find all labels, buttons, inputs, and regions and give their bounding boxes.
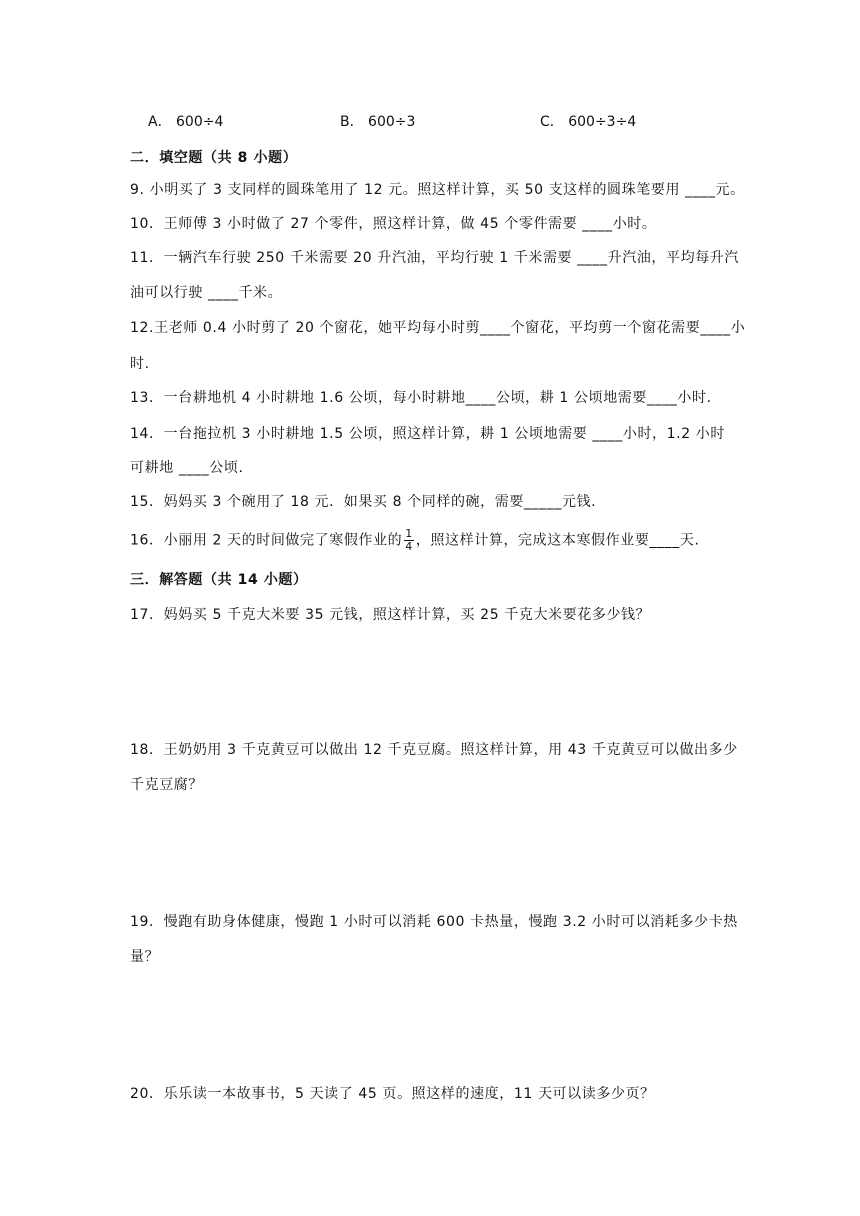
- question-16-text-before: 16．小丽用 2 天的时间做完了寒假作业的: [130, 532, 403, 549]
- question-11-line-1: 11．一辆汽车行驶 250 千米需要 20 升汽油，平均行驶 1 千米需要 ____升汽油，平均每升汽: [130, 250, 740, 266]
- option-b: B． 600÷3: [340, 114, 416, 130]
- question-18-line-2: 千克豆腐？: [130, 777, 203, 793]
- question-17: 17．妈妈买 5 千克大米要 35 元钱，照这样计算，买 25 千克大米要花多少钱？: [130, 607, 651, 623]
- question-12-line-2: 时.: [130, 356, 150, 372]
- question-15: 15．妈妈买 3 个碗用了 18 元．如果买 8 个同样的碗，需要_____元钱.: [130, 494, 597, 510]
- question-14-line-1: 14．一台拖拉机 3 小时耕地 1.5 公顷，照这样计算，耕 1 公顷地需要 ____小时，1.2 小时: [130, 426, 725, 442]
- question-16: [130, 528, 700, 553]
- fraction-denominator: 4: [405, 540, 413, 553]
- question-18-line-1: 18．王奶奶用 3 千克黄豆可以做出 12 千克豆腐。照这样计算，用 43 千克黄豆可以做出多少: [130, 742, 738, 758]
- question-16-text-after: ，照这样计算，完成这本寒假作业要____天.: [415, 532, 700, 549]
- question-12-line-1: 12.王老师 0.4 小时剪了 20 个窗花，她平均每小时剪____个窗花，平均剪一个窗花需要____小: [130, 320, 746, 336]
- option-a: A． 600÷4: [148, 114, 224, 130]
- option-c: C． 600÷3÷4: [540, 114, 637, 130]
- question-19-line-1: 19．慢跑有助身体健康，慢跑 1 小时可以消耗 600 卡热量，慢跑 3.2 小时可以消耗多少卡热: [130, 914, 738, 930]
- question-9: 9. 小明买了 3 支同样的圆珠笔用了 12 元。照这样计算，买 50 支这样的圆珠笔要用 ____元。: [130, 182, 745, 198]
- question-19-line-2: 量？: [130, 949, 160, 965]
- section-2-heading: 二．填空题（共 8 小题）: [130, 150, 298, 166]
- fraction-one-quarter: [404, 528, 414, 553]
- fraction-numerator: 1: [405, 527, 413, 540]
- question-10: 10．王师傅 3 小时做了 27 个零件，照这样计算，做 45 个零件需要 ____小时。: [130, 216, 657, 232]
- question-13: 13．一台耕地机 4 小时耕地 1.6 公顷，每小时耕地____公顷，耕 1 公顷地需要____小时.: [130, 390, 712, 406]
- question-14-line-2: 可耕地 ____公顷.: [130, 460, 244, 476]
- question-20: 20．乐乐读一本故事书，5 天读了 45 页。照这样的速度，11 天可以读多少页？: [130, 1086, 655, 1102]
- question-11-line-2: 油可以行驶 ____千米。: [130, 285, 283, 301]
- section-3-heading: 三．解答题（共 14 小题）: [130, 572, 308, 588]
